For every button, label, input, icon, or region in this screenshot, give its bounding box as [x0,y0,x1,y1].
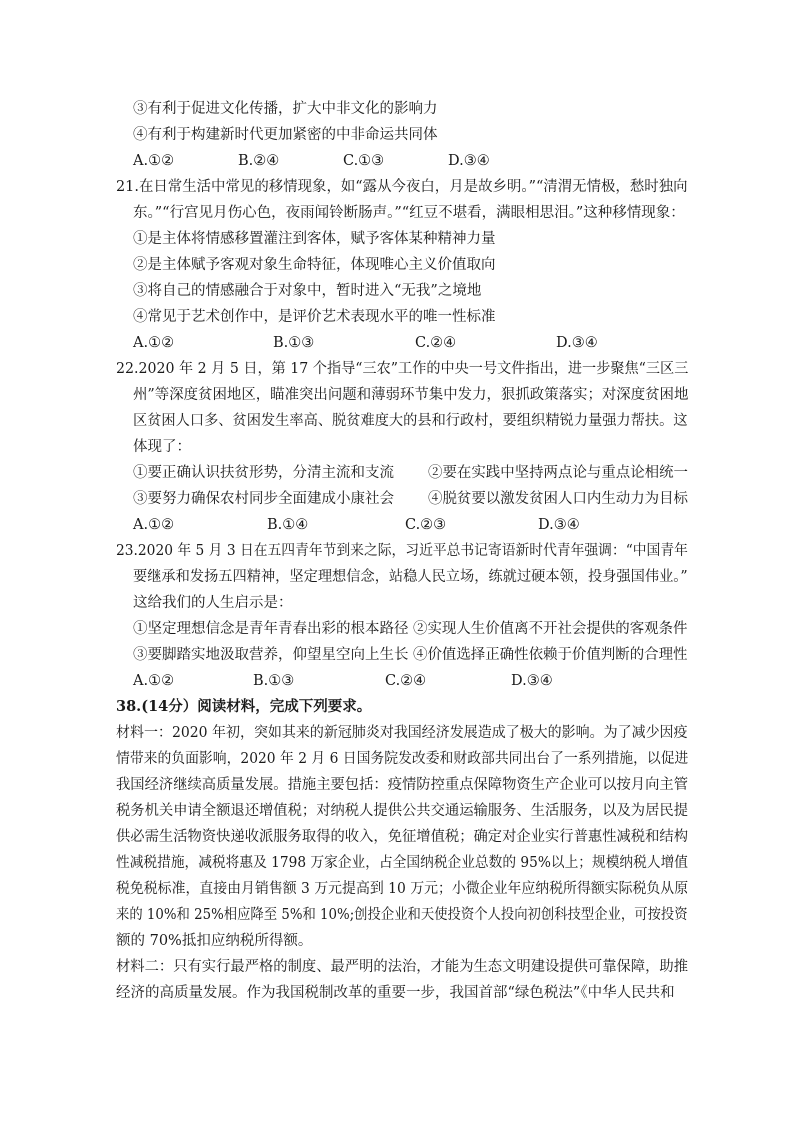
q22-statements-row-2 [133,489,693,509]
q23-option-b: B.①③ [253,673,295,689]
q20-statement-4: ④有利于构建新时代更加紧密的中非命运共同体 [133,127,438,143]
q23-statement-2: ②实现人生价值离不开社会提供的客观条件 [413,621,688,637]
q23-stem-line-2: 要继承和发扬五四精神，坚定理想信念，站稳人民立场，练就过硬本领，投身强国伟业。” [133,569,688,585]
q21-stem-line-1: 21.在日常生活中常见的移情现象，如“露从今夜白，月是故乡明。”“清渭无情极，愁时独向 [116,179,688,195]
q22-statement-3: ③要努力确保农村同步全面建成小康社会 [133,491,394,507]
q23-option-c: C.②④ [385,673,427,689]
q21-statement-2: ②是主体赋予客观对象生命特征，体现唯心主义价值取向 [133,257,496,273]
q22-option-a: A.①② [133,517,175,533]
q23-option-a: A.①② [133,673,175,689]
q21-statement-1: ①是主体将情感移置灌注到客体，赋予客体某种精神力量 [133,231,496,247]
q23-statements-row-2 [133,645,693,665]
q23-options [133,671,693,691]
q23-statement-3: ③要脚踏实地汲取营养，仰望星空向上生长 [133,647,409,663]
q22-stem-line-2: 州”等深度贫困地区，瞄准突出问题和薄弱环节集中发力，狠抓政策落实；对深度贫困地 [133,387,689,403]
q38-material-2-line: 材料二：只有实行最严格的制度、最严明的法治，才能为生态文明建设提供可靠保障，助推 [116,959,688,975]
q38-material-1-line: 性减税措施，减税将惠及 1798 万家企业，占全国纳税企业总数的 95%以上；规模纳税人增值 [116,855,688,871]
q22-option-b: B.①④ [267,517,309,533]
q23-statement-4: ④价值选择正确性依赖于价值判断的合理性 [413,647,688,663]
q23-statement-1: ①坚定理想信念是青年青春出彩的根本路径 [133,621,409,637]
q20-option-d: D.③④ [448,153,490,169]
q21-option-b: B.①③ [273,335,315,351]
q22-statements-row-1 [133,463,693,483]
q21-option-d: D.③④ [556,335,598,351]
q21-statement-3: ③将自己的情感融合于对象中，暂时进入“无我”之境地 [133,283,482,299]
q20-statement-3: ③有利于促进文化传播，扩大中非文化的影响力 [133,101,438,117]
q20-options [133,151,693,171]
q38-material-1-line: 材料一：2020 年初，突如其来的新冠肺炎对我国经济发展造成了极大的影响。为了减少因疫 [116,725,688,741]
q38-material-1-line: 税免税标准，直接由月销售额 3 万元提高到 10 万元；小微企业年应纳税所得额实际税负从原 [116,881,689,897]
q22-option-d: D.③④ [538,517,580,533]
q20-option-a: A.①② [133,153,175,169]
q38-material-2-line: 经济的高质量发展。作为我国税制改革的重要一步，我国首部“绿色税法”《中华人民共和 [116,985,675,1001]
q38-heading: 38.(14分）阅读材料，完成下列要求。 [116,698,372,715]
q21-stem-line-2: 东。”“行宫见月伤心色，夜雨闻铃断肠声。”“红豆不堪看，满眼相思泪。”这种移情现象： [133,205,685,221]
q21-option-a: A.①② [133,335,175,351]
q23-option-d: D.③④ [511,673,553,689]
q22-stem-line-1: 22.2020 年 2 月 5 日，第 17 个指导“三农”工作的中央一号文件指出，进一步聚焦“三区三 [116,361,689,377]
q21-statement-4: ④常见于艺术创作中，是评价艺术表现水平的唯一性标准 [133,309,496,325]
q22-options [133,515,693,535]
q23-stem-line-3: 这给我们的人生启示是： [133,595,293,611]
q23-statements-row-1 [133,619,693,639]
q38-material-1-line: 来的 10%和 25%相应降至 5%和 10%;创投企业和天使投资个人投向初创科技型企业，可按投资 [116,907,688,923]
q20-option-c: C.①③ [343,153,385,169]
q22-option-c: C.②③ [405,517,447,533]
q38-material-1-line: 供必需生活物资快递收派服务取得的收入，免征增值税；确定对企业实行普惠性减税和结构 [116,829,688,845]
q38-material-1-line: 我国经济继续高质量发展。措施主要包括：疫情防控重点保障物资生产企业可以按月向主管 [116,777,688,793]
q22-statement-2: ②要在实践中坚持两点论与重点论相统一 [428,465,689,481]
q22-stem-line-3: 区贫困人口多、贫困发生率高、脱贫难度大的县和行政村，要组织精锐力量强力帮扶。这 [133,413,688,429]
q21-options [133,333,693,353]
q21-option-c: C.②④ [415,335,457,351]
q22-statement-1: ①要正确认识扶贫形势，分清主流和支流 [133,465,394,481]
q38-material-1-line: 额的 70%抵扣应纳税所得额。 [116,933,313,949]
q38-material-1-line: 情带来的负面影响，2020 年 2 月 6 日国务院发改委和财政部共同出台了一系列措施，以促进 [116,751,689,767]
q22-statement-4: ④脱贫要以激发贫困人口内生动力为目标 [428,491,689,507]
q38-material-1-line: 税务机关申请全额退还增值税；对纳税人提供公共交通运输服务、生活服务，以及为居民提 [116,803,688,819]
q22-stem-line-4: 体现了： [133,439,191,455]
q20-option-b: B.②④ [238,153,280,169]
q23-stem-line-1: 23.2020 年 5 月 3 日在五四青年节到来之际，习近平总书记寄语新时代青年强调：“中国青年 [116,543,688,559]
